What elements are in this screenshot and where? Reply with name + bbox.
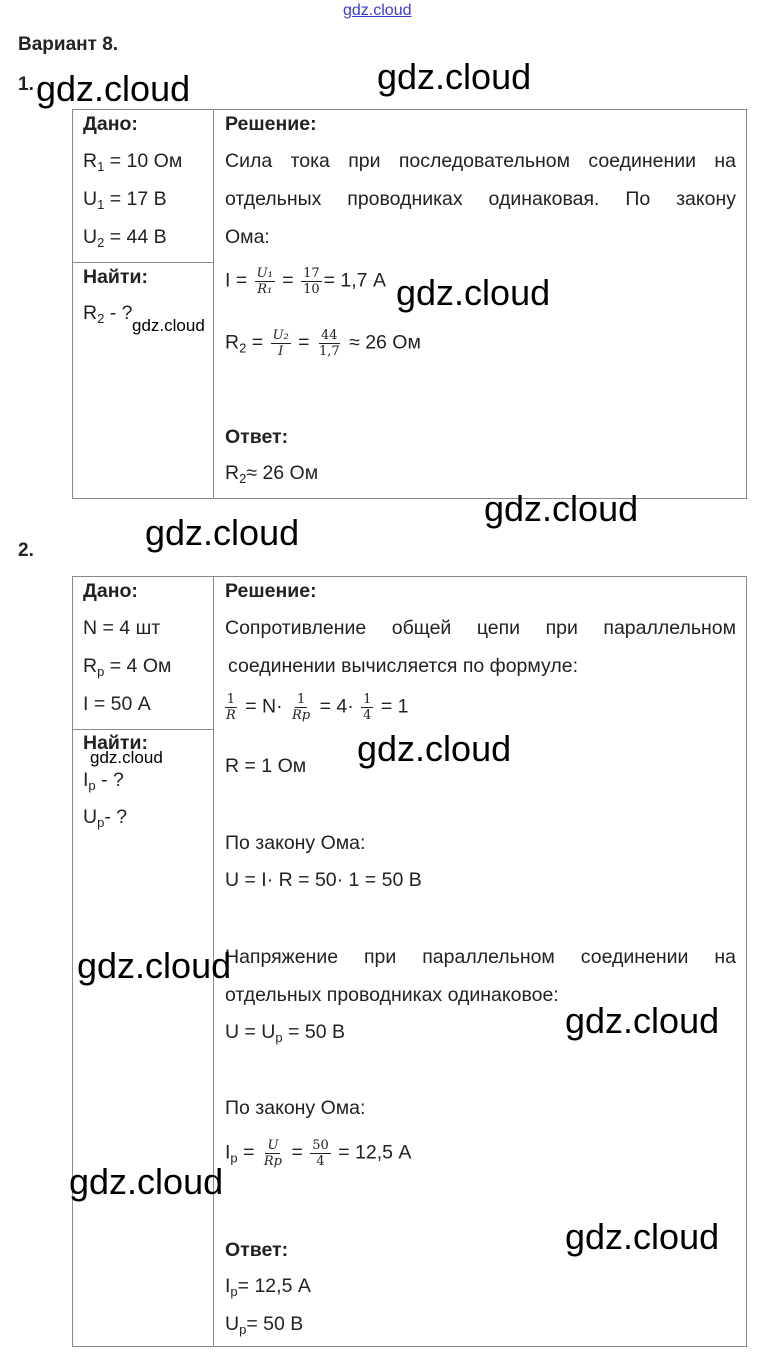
task2-solution-label: Решение: (225, 580, 317, 602)
task1-equation-current: I = $\frac{\text{U₁}}{\text{R₁}}$ = $\frac{17}{10}$ = 1,7 А (225, 266, 386, 297)
watermark: gdz.cloud (484, 488, 639, 529)
task2-given-i: I = 50 А (83, 693, 151, 715)
watermark: gdz.cloud (36, 68, 191, 109)
watermark: gdz.cloud (77, 945, 232, 986)
task2-answer-up: $U_р= 50$ В (225, 1313, 304, 1337)
task2-equation-current: $I_р$ = $\frac{U}{Rр}$ = $\frac{50}{4}$ = 12,5 А (225, 1138, 412, 1169)
header-link[interactable]: gdz.cloud (343, 2, 412, 19)
task1-solution-label: Решение: (225, 113, 317, 135)
watermark: gdz.cloud (90, 748, 163, 767)
task2-number: 2. (18, 540, 34, 561)
task1-given-r1: $R_1 = 10$ Ом (83, 150, 183, 174)
watermark: gdz.cloud (396, 272, 551, 313)
task2-find-label: Найти: (83, 732, 148, 754)
task1-dano-label: Дано: (83, 113, 138, 135)
watermark: gdz.cloud (357, 728, 512, 769)
watermark: gdz.cloud (145, 512, 300, 553)
variant-title: Вариант 8. (18, 34, 119, 55)
task2-answer-label: Ответ: (225, 1239, 289, 1261)
watermark: gdz.cloud (377, 56, 532, 97)
task1-find-r2: $R_2$ - ? (83, 302, 133, 326)
task2-r-result: R = 1 Ом (225, 755, 307, 777)
task2-given-n: N = 4 шт (83, 617, 161, 639)
watermark: gdz.cloud (132, 316, 205, 335)
task1-text-line3: Ома: (225, 226, 270, 248)
task2-text-line4: отдельных проводниках одинаковое: (225, 984, 559, 1006)
task1-given-u1: $U_1 = 17$ В (83, 188, 167, 212)
task2-find-up: $U_р-$ ? (83, 806, 128, 830)
task1-answer: $R_2\approx 26$ Ом (225, 462, 319, 486)
task2-text-line3: Напряжение при параллельном соединении на (225, 946, 736, 968)
task1-equation-r2: $R_2$ = $\frac{\text{U₂}}{I}$ = $\frac{44}{1,7}$ ≈ 26 Ом (225, 328, 421, 359)
task1-text-line1: Сила тока при последовательном соединении на (225, 150, 736, 172)
task2-u-equality: $U = U_р = 50$ В (225, 1021, 345, 1045)
task1-answer-label: Ответ: (225, 426, 289, 448)
task1-text-line2: отдельных проводниках одинаковая. По закону (225, 188, 736, 210)
watermark: gdz.cloud (565, 1000, 720, 1041)
task2-answer-ip: $I_р= 12,5$ А (225, 1275, 311, 1299)
watermark: gdz.cloud (69, 1161, 224, 1202)
task2-ohm-label-1: По закону Ома: (225, 832, 366, 854)
task2-text-line1: Сопротивление общей цепи при параллельном (225, 617, 736, 639)
task1-number: 1. (18, 74, 34, 95)
task2-text-line2: соединении вычисляется по формуле: (228, 655, 578, 677)
task1-find-label: Найти: (83, 266, 148, 288)
task1-given-u2: $U_2 = 44$ В (83, 226, 167, 250)
task2-ohm-label-2: По закону Ома: (225, 1097, 366, 1119)
task2-equation-resistance: $\frac{1}{R}$ = N· $\frac{1}{Rр}$ = 4· $\frac{1}{4}$ = 1 (226, 692, 409, 723)
task2-u-calc: U = I· R = 50· 1 = 50 В (225, 869, 422, 891)
task2-dano-label: Дано: (83, 580, 138, 602)
watermark: gdz.cloud (565, 1216, 720, 1257)
task2-find-ip: $I_р$ - ? (83, 769, 124, 793)
task2-given-rp: $R_р = 4$ Ом (83, 655, 172, 679)
